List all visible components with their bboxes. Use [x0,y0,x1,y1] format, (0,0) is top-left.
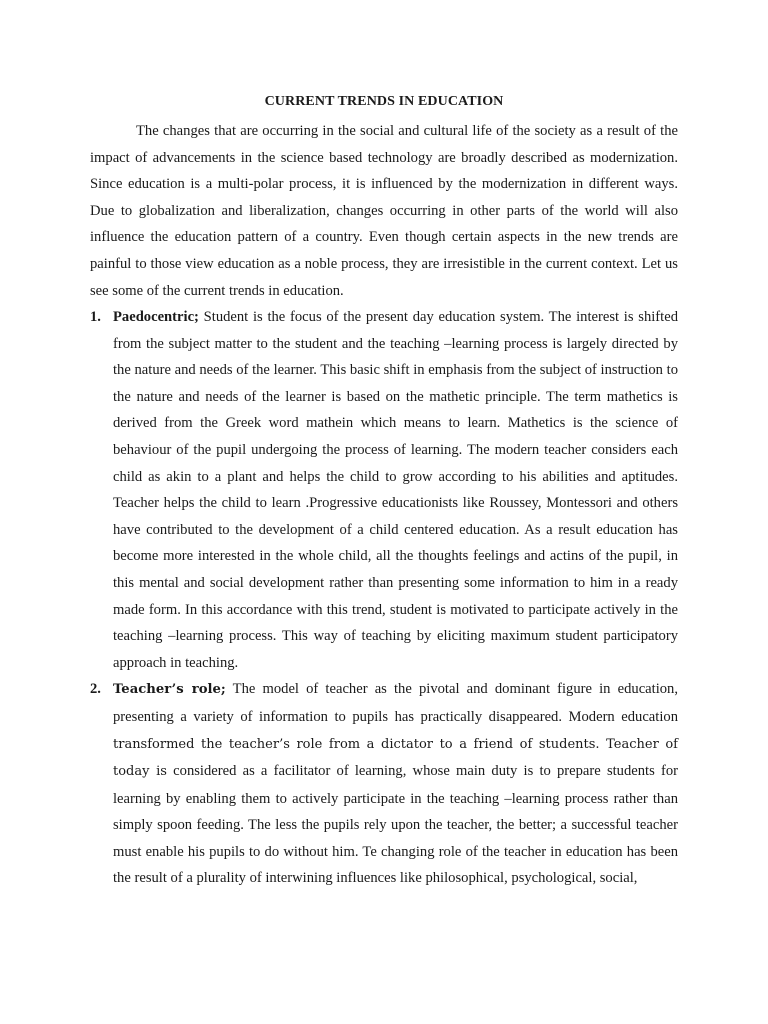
list-item-teachers-role [0,676,768,892]
intro-paragraph: The changes that are occurring in the social and cultural life of the society as a result of the impact of advancements in the science based technology are broadly described as modernization. Since education is a multi-polar process, it is influenced by the modernization in different ways. Due to globalization and liberalization, changes occurring in other parts of the world will also influence the education pattern of a country. Even though certain aspects in the new trends are painful to those view education as a noble process, they are irresistible in the current context. Let us see some of the current trends in education. [90,123,678,299]
list-item-number: 2. [90,681,101,698]
list-item-body [113,676,678,892]
list-item-text-alt-font: transformed the teacher’s role from a dictator to a friend of students. Teacher of today is [113,736,678,780]
list-item-text-continued: considered as a facilitator of learning, whose main duty is to prepare students for learning by enabling them to actively participate in the teaching –learning process rather than simply spoon feeding. The less the pupils rely upon the teacher, the better; a successful teacher must enable his pupils to do without him. Te changing role of the teacher in education has been the result of a plurality of interwining influences like philosophical, psychological, social, [113,763,678,887]
document-title: CURRENT TRENDS IN EDUCATION [264,94,504,109]
list-item-heading: Paedocentric; [113,309,199,325]
trends-list [0,304,768,892]
list-item-heading: Teacher’s role; [113,682,226,698]
list-item-number: 1. [90,309,101,325]
list-item-body [113,304,678,676]
list-item-paedocentric [0,304,768,676]
list-item-text: Student is the focus of the present day education system. The interest is shifted from the subject matter to the student and the teaching –learning process is largely directed by the nature and needs of the learner. This basic shift in emphasis from the subject of instruction to the nature and needs of the learner is based on the mathetic principle. The term mathetics is derived from the Greek word mathein which means to learn. Mathetics is the science of behaviour of the pupil undergoing the process of learning. The modern teacher considers each child as akin to a plant and helps the child to grow according to his abilities and aptitudes. Teacher helps the child to learn .Progressive educationists like Roussey, Montessori and others have contributed to the development of a child centered education. As a result education has become more interested in the whole child, all the thoughts feelings and actins of the pupil, in this mental and social development rather than presenting some information to him in a ready made form. In this accordance with this trend, student is motivated to participate actively in the teaching –learning process. This way of teaching by eliciting maximum student participatory approach in teaching. [113,309,678,671]
list-item-text: The model of teacher as the pivotal and dominant figure in education, presenting a variety of information to pupils has practically disappeared. Modern education [113,681,679,725]
